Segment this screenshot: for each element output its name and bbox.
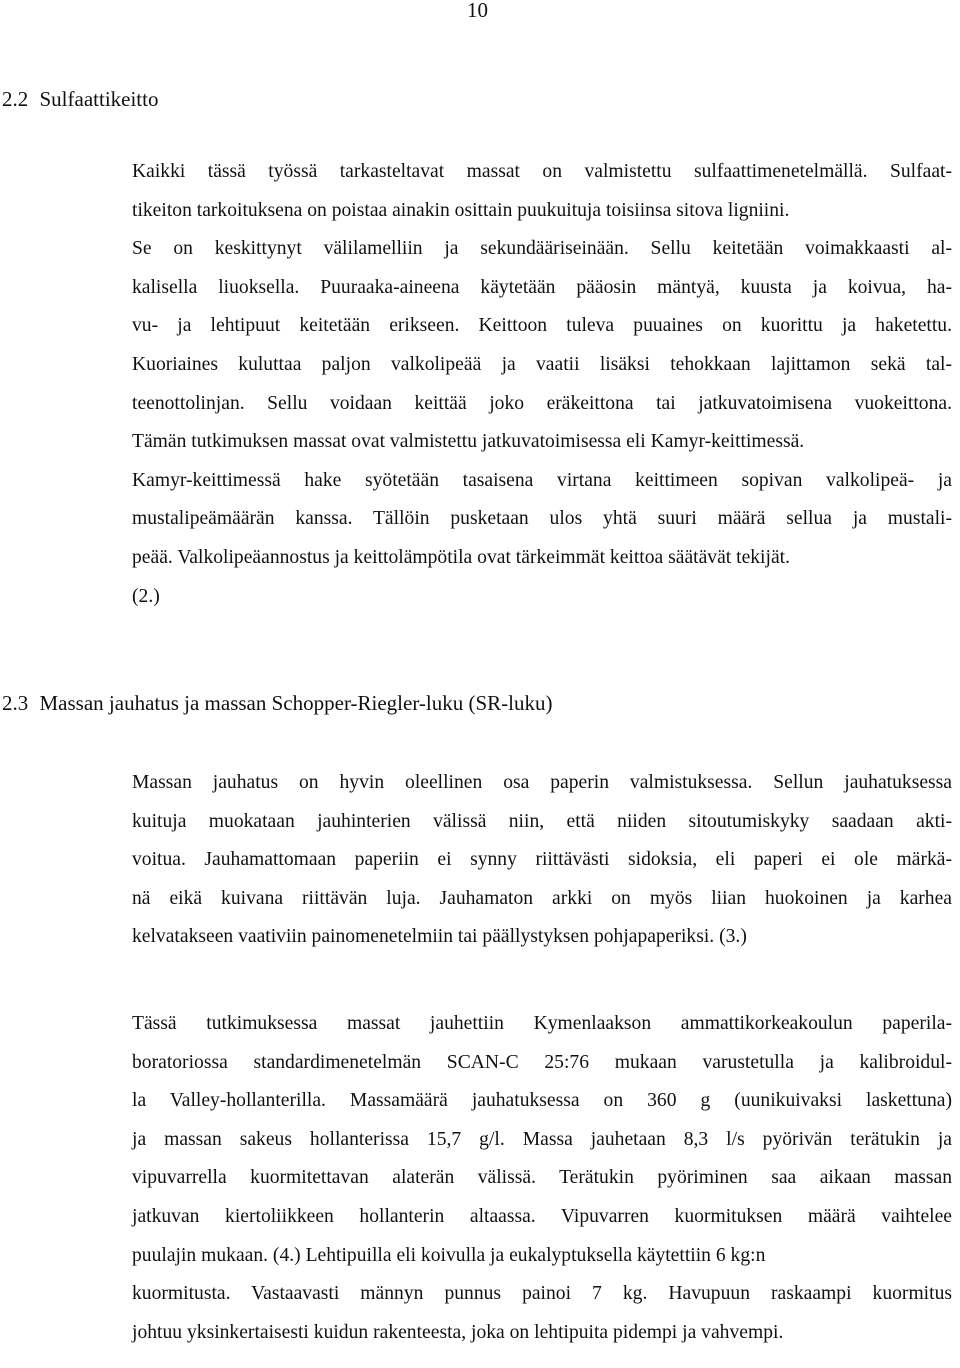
paragraph-line: nä eikä kuivana riittävän luja. Jauhamaton arkki on myös liian huokoinen ja karhea [132,887,952,909]
paragraph-line: boratoriossa standardimenetelmän SCAN-C 25:76 mukaan varustetulla ja kalibroidul- [132,1051,952,1073]
paragraph-line: mustalipeämäärän kanssa. Tällöin pusketaan ulos yhtä suuri määrä sellua ja mustali- [132,508,952,530]
paragraph-line: kuormitusta. Vastaavasti männyn punnus painoi 7 kg. Havupuun raskaampi kuormitus [132,1283,952,1305]
paragraph-line: Kamyr-keittimessä hake syötetään tasaisena virtana keittimeen sopivan valkolipeä- ja [132,469,952,491]
paragraph-line: puulajin mukaan. (4.) Lehtipuilla eli koivulla ja eukalyptuksella käytettiin 6 kg:n [132,1244,766,1266]
section-heading-2-3 [2,691,552,715]
paragraph-sulfate-cooking [132,153,952,616]
paragraph-line: vipuvarrella kuormitettavan alaterän välissä. Terätukin pyöriminen saa aikaan massan [132,1167,952,1189]
paragraph-line: la Valley-hollanterilla. Massamäärä jauhatuksessa on 360 g (uunikuivaksi laskettuna) [132,1090,952,1112]
paragraph-line: vu- ja lehtipuut keitetään erikseen. Keittoon tuleva puuaines on kuorittu ja haketettu. [132,315,952,337]
page-number: 10 [467,0,488,22]
section-number: 2.3 [2,691,29,715]
section-title: Massan jauhatus ja massan Schopper-Riegler-luku (SR-luku) [39,691,553,715]
paragraph-line: (2.) [132,585,160,607]
section-title: Sulfaattikeitto [39,87,159,111]
paragraph-line: kuituja muokataan jauhinterien välissä niin, että niiden sitoutumiskyky saadaan akti- [132,810,952,832]
paragraph-line: kelvatakseen vaativiin painomenetelmiin tai päällystyksen pohjapaperiksi. (3.) [132,926,747,948]
paragraph-line: kalisella liuoksella. Puuraaka-aineena käytetään pääosin mäntyä, kuusta ja koivua, ha- [132,276,952,298]
paragraph-line: voitua. Jauhamattomaan paperiin ei synny riittävästi sidoksia, eli paperi ei ole märkä- [132,849,952,871]
paragraph-valley-beater [132,1005,952,1352]
paragraph-line: Tämän tutkimuksen massat ovat valmistettu jatkuvatoimisessa eli Kamyr-keittimessä. [132,431,805,453]
paragraph-refining [132,764,952,957]
paragraph-line: ja massan sakeus hollanterissa 15,7 g/l. Massa jauhetaan 8,3 l/s pyörivän terätukin ja [132,1128,952,1150]
section-heading-2-2 [2,87,158,111]
paragraph-line: Kaikki tässä työssä tarkasteltavat massat on valmistettu sulfaattimenetelmällä. Sulfaat- [132,161,952,182]
paragraph-line: Kuoriaines kuluttaa paljon valkolipeää ja vaatii lisäksi tehokkaan lajittamon sekä tal- [132,353,952,375]
section-number: 2.2 [2,87,29,111]
paragraph-line: Massan jauhatus on hyvin oleellinen osa paperin valmistuksessa. Sellun jauhatuksessa [132,772,952,793]
paragraph-line: jatkuvan kiertoliikkeen hollanterin altaassa. Vipuvarren kuormituksen määrä vaihtelee [132,1205,952,1227]
paragraph-line: tikeiton tarkoituksena on poistaa ainakin osittain puukuituja toisiinsa sitova ligniini. [132,199,790,221]
paragraph-line: Se on keskittynyt välilamelliin ja sekundääriseinään. Sellu keitetään voimakkaasti al- [132,238,952,260]
paragraph-line: teenottolinjan. Sellu voidaan keittää joko eräkeittona tai jatkuvatoimisena vuokeittona. [132,392,952,414]
paragraph-line: johtuu yksinkertaisesti kuidun rakenteesta, joka on lehtipuita pidempi ja vahvempi. [132,1321,784,1343]
paragraph-line: Tässä tutkimuksessa massat jauhettiin Kymenlaakson ammattikorkeakoulun paperila- [132,1013,952,1034]
paragraph-line: peää. Valkolipeäannostus ja keittolämpötila ovat tärkeimmät keittoa säätävät tekijät. [132,546,790,568]
